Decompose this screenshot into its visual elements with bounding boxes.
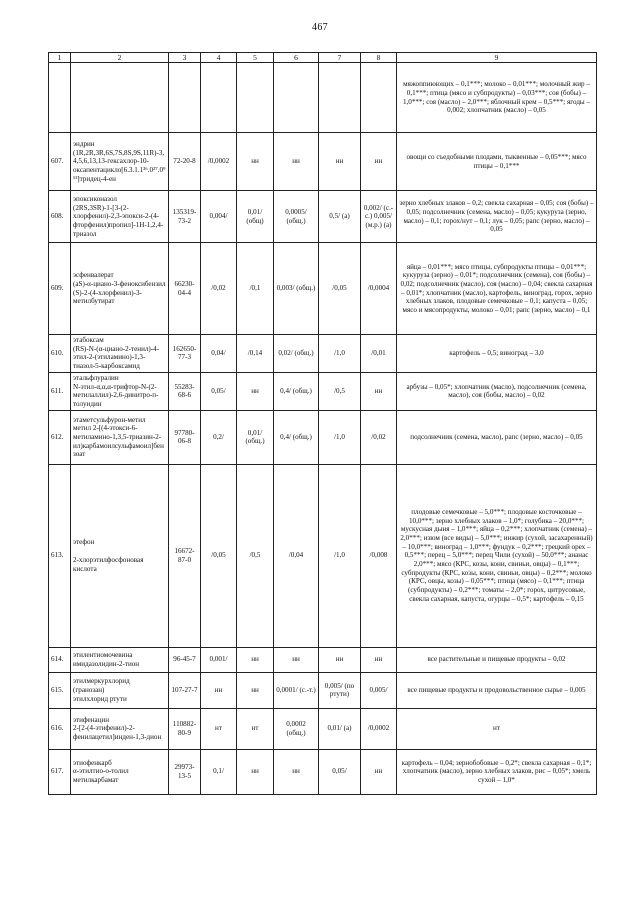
standard-value-c8 [361,63,397,133]
substance-name-line: 2-хлорэтилфосфоновая кислота [73,555,144,573]
column-header: 8 [361,53,397,63]
cas-number [169,63,201,133]
cas-number: 110882-80-9 [169,708,201,749]
cas-number: 29973-13-5 [169,749,201,794]
substance-name-line: этифенацин [73,715,110,724]
substance-name-line: 2-[2-(4-этифенил)-2-фенилацетил]инден-1,3-дион [73,724,162,742]
standard-value-c6: нн [274,749,319,794]
table-row [49,243,597,335]
standard-value-c8: нн [361,133,397,191]
standard-value-c4: 0,1/ [201,749,237,794]
standard-value-c6: нн [274,647,319,672]
substance-name-line: (1R,2R,3R,6S,7S,8S,9S,11R)-3,4,5,6,13,13-гексахлор-10-оксапентацикло[6.3.1.1³⁶.0²⁷.0⁹¹¹]тридец-4-ен [73,148,166,183]
standard-value-c7: 0,005/ (по ртути) [319,672,361,708]
row-number [49,63,71,133]
substance-name-line: метилкарбамат [73,776,119,785]
standard-value-c6 [274,63,319,133]
table-row [49,335,597,373]
cas-number: 55283-68-6 [169,372,201,410]
standard-value-c5: 0,01/ (общ.) [237,410,274,464]
substance-name-line: этаметсульфурон-метил [73,415,146,424]
substance-name-line: имидазолидин-2-тион [73,659,140,668]
substance-name-cell [71,372,169,410]
table-row [49,191,597,243]
substance-name-cell [71,647,169,672]
standard-value-c4: 0,004/ [201,191,237,243]
row-number: 614. [49,647,71,672]
row-number: 610. [49,335,71,373]
standard-value-c7: /1,0 [319,410,361,464]
table-row [49,63,597,133]
row-number: 611. [49,372,71,410]
substance-name-cell [71,672,169,708]
standard-value-c4 [201,63,237,133]
table-row [49,708,597,749]
standard-value-c5: /0,1 [237,243,274,335]
row-number: 607. [49,133,71,191]
substance-name-line: этальфлуралин [73,373,119,382]
substance-name-line: этилмеркурхлорид [73,677,130,686]
table-row [49,410,597,464]
cas-number: 135319-73-2 [169,191,201,243]
row-number: 616. [49,708,71,749]
table-row [49,133,597,191]
cas-number: 66230-04-4 [169,243,201,335]
table-row [49,647,597,672]
standard-value-c6: нн [274,133,319,191]
row-number: 613. [49,464,71,647]
standard-value-c7: 0,01/ (а) [319,708,361,749]
standard-value-c7: нн [319,647,361,672]
standard-value-c8: нн [361,749,397,794]
residue-limits-notes: все пищевые продукты и продовольственное сырье – 0,005 [397,672,597,708]
substance-name-cell [71,63,169,133]
standard-value-c5: /0,5 [237,464,274,647]
column-header: 4 [201,53,237,63]
column-header: 2 [71,53,169,63]
standard-value-c8: 0,005/ [361,672,397,708]
substance-name-line: эпоксиконазол [73,195,117,204]
substance-name-cell [71,708,169,749]
column-header: 1 [49,53,71,63]
table-row [49,464,597,647]
standard-value-c4: /0,02 [201,243,237,335]
cas-number: 107-27-7 [169,672,201,708]
cas-number: 97780-06-8 [169,410,201,464]
standard-value-c8: /0,02 [361,410,397,464]
column-header: 6 [274,53,319,63]
residue-limits-notes: яйца – 0,01***; мясо птицы, субпродукты птицы – 0,01***; кукуруза (зерно) – 0,01*; подсолнечник (семена), соя (бобы) – 0,02; подсолнечник (масло), соя (масло) – 0,04; свекла сахарная – 0,01*; хлопчатник (масло), картофель, виноград, горох, зерно хлебных злаков, плодовые семечковые – 0,1; капуста – 0,05; мясо и мясопродукты, молоко – 0,01; рапс (зерно, масло) – 0,1 [397,243,597,335]
cas-number: 96-45-7 [169,647,201,672]
substance-name-line: этилентиомочевина [73,651,133,660]
substance-name-line: (aS)-α-циано-3-феноксибензил (S)-2-(4-хлорфенил)-3-метилбутират [73,280,166,306]
row-number: 612. [49,410,71,464]
substance-name-line: этабоксам [73,336,104,345]
standard-value-c6: 0,0002 (общ.) [274,708,319,749]
standard-value-c5: нн [237,672,274,708]
table-body [49,63,597,795]
standard-value-c8: 0,002/ (с.-с.) 0,005/ (м.р.) (а) [361,191,397,243]
column-header: 5 [237,53,274,63]
standard-value-c5: 0,01/ (общ) [237,191,274,243]
standard-value-c6: 0,02/ (общ.) [274,335,319,373]
substance-name-line [73,547,166,556]
standard-value-c5: нн [237,647,274,672]
substance-name-line: этилхлорид ртути [73,694,127,703]
standard-value-c5: нн [237,749,274,794]
residue-limits-notes: овощи со съедобными плодами, тыквенные – 0,05***; мясо птицы – 0,1*** [397,133,597,191]
substance-name-line: N-этил-α,α,α-трифтор-N-(2-метилаллил)-2,6-динитро-п-толуидин [73,382,159,408]
substance-name-cell [71,133,169,191]
standard-value-c6: /0,04 [274,464,319,647]
standard-value-c8: /0,01 [361,335,397,373]
standard-value-c7: нн [319,133,361,191]
residue-limits-notes: нт [397,708,597,749]
standard-value-c4: 0,05/ [201,372,237,410]
standard-value-c4: /0,05 [201,464,237,647]
standard-value-c6: 0,003/ (общ.) [274,243,319,335]
standard-value-c8: /0,0002 [361,708,397,749]
standard-value-c7 [319,63,361,133]
substance-name-cell [71,464,169,647]
substance-name-cell [71,410,169,464]
standard-value-c6: 0,4/ (общ.) [274,372,319,410]
row-number: 609. [49,243,71,335]
standard-value-c4: 0,001/ [201,647,237,672]
standard-value-c6: 0,0005/ (общ.) [274,191,319,243]
header-row [49,53,597,63]
substance-name-cell [71,191,169,243]
standard-value-c4: 0,2/ [201,410,237,464]
page-number: 467 [312,22,328,33]
substance-name-line: (2RS,3SR)-1-[3-(2-хлорфенил)-2,3-эпокси-2-(4-фторфенил)пропил]-1Н-1,2,4-триазол [73,203,164,238]
substance-name-cell [71,243,169,335]
column-header: 7 [319,53,361,63]
substance-name-cell [71,749,169,794]
residue-limits-notes: все растительные и пищевые продукты – 0,02 [397,647,597,672]
standard-value-c5: нн [237,372,274,410]
row-number: 608. [49,191,71,243]
table-row [49,372,597,410]
standard-value-c8: /0,0004 [361,243,397,335]
substance-name-line: эсфенвалерат [73,271,114,280]
substance-name-line: эндрин [73,140,95,149]
standard-value-c7: /1,0 [319,464,361,647]
standard-value-c5: нн [237,133,274,191]
residue-limits-notes: картофель – 0,5; виноград – 3,0 [397,335,597,373]
residue-limits-notes: плодовые семечковые – 5,0***; плодовые косточковые – 10,0***; зерно хлебных злаков – 1,0*; голубика – 20,0***; мускусная дыня – 1,0***; яйца – 0,2***; хлопчатник (семена) – 2,0***; изюм (все виды) – 5,0***; инжир (сухой, засахаренный) – 10,0***; виноград – 1,0***; фундук – 0,2***; грецкий орех – 0,5***; перец – 5,0***; перец Чили (сухой) – 50,0***; ананас 2,0***; мясо (КРС, козы, кони, свиньи, овцы) – 0,1***; субпродукты (КРС, козы, кони, свиньи, овцы) – 0,2***; молоко (КРС, овцы, козы) – 0,05***; птица (мясо) – 0,1***; птица (субпродукты) – 0,2***; томаты – 2,0*; горох, цитрусовые, свекла сахарная, капуста, огурцы – 0,5*; картофель – 0,15 [397,464,597,647]
standard-value-c7: /1,0 [319,335,361,373]
cas-number: 16672-87-0 [169,464,201,647]
standard-value-c8: нн [361,647,397,672]
standard-value-c6: 0,0001/ (с.-т.) [274,672,319,708]
standard-value-c8: /0,008 [361,464,397,647]
row-number: 617. [49,749,71,794]
column-header: 3 [169,53,201,63]
standard-value-c5: нт [237,708,274,749]
cas-number: 162650-77-3 [169,335,201,373]
substance-name-cell [71,335,169,373]
standard-value-c7: 0,05/ [319,749,361,794]
cas-number: 72-20-8 [169,133,201,191]
hygiene-standards-table [48,52,597,795]
residue-limits-notes: подсолнечник (семена, масло), рапс (зерно, масло) – 0,05 [397,410,597,464]
row-number: 615. [49,672,71,708]
standard-value-c4: нт [201,708,237,749]
standard-value-c7: 0,5/ (а) [319,191,361,243]
standard-value-c5 [237,63,274,133]
standard-value-c7: /0,5 [319,372,361,410]
residue-limits-notes: картофель – 0,04; зернобобовые – 0,2*; свекла сахарная – 0,1*; хлопчатник (масло), зерно хлебных злаков, рис – 0,05*; хмель сухой – 1,0* [397,749,597,794]
standard-value-c5: /0,14 [237,335,274,373]
residue-limits-notes: арбузы – 0,05*; хлопчатник (масло), подсолнечник (семена, масло), соя (бобы, масло) – 0,02 [397,372,597,410]
standard-value-c4: нн [201,672,237,708]
standard-value-c6: 0,4/ (общ.) [274,410,319,464]
table-row [49,749,597,794]
column-header: 9 [397,53,597,63]
residue-limits-notes: зерно хлебных злаков – 0,2; свекла сахарная – 0,05; соя (бобы) – 0,05; подсолнечник (семена, масло) – 0,05; кукуруза (зерно, масло) – 0,1; горох/нут – 0,1; лук – 0,05; рапс (зерно, масло) – 0,05 [397,191,597,243]
substance-name-line: α-этилтио-о-толил [73,767,129,776]
residue-limits-notes: мяжоппиюющих – 0,1***; молоко – 0,01***; молочный жир – 0,1***; птица (мясо и субпродукты) – 0,03***; соя (бобы) – 1,0***; соя (масло) – 2,0***; яблочный крем – 0,5***; ягоды – 0,002; хлопчатник (масло) – 0,05 [397,63,597,133]
standard-value-c4: 0,04/ [201,335,237,373]
standard-value-c4: /0,0002 [201,133,237,191]
standard-value-c7: /0,05 [319,243,361,335]
substance-name-line: (RS)-N-(α-циано-2-тенил)-4-этил-2-(этиламино)-1,3-тиазол-5-карбоксамид [73,344,160,371]
standard-value-c8: нн [361,372,397,410]
substance-name-line: этефон [73,538,95,547]
substance-name-line: метил 2-[(4-этокси-6-метиламино-1,3,5-триазин-2-ил)карбамоилсульфамоил]бензоат [73,424,164,459]
substance-name-line: (гранозан) [73,685,105,694]
substance-name-line: этиофенкарб [73,758,112,767]
substance-name-line [73,93,166,102]
table-row [49,672,597,708]
